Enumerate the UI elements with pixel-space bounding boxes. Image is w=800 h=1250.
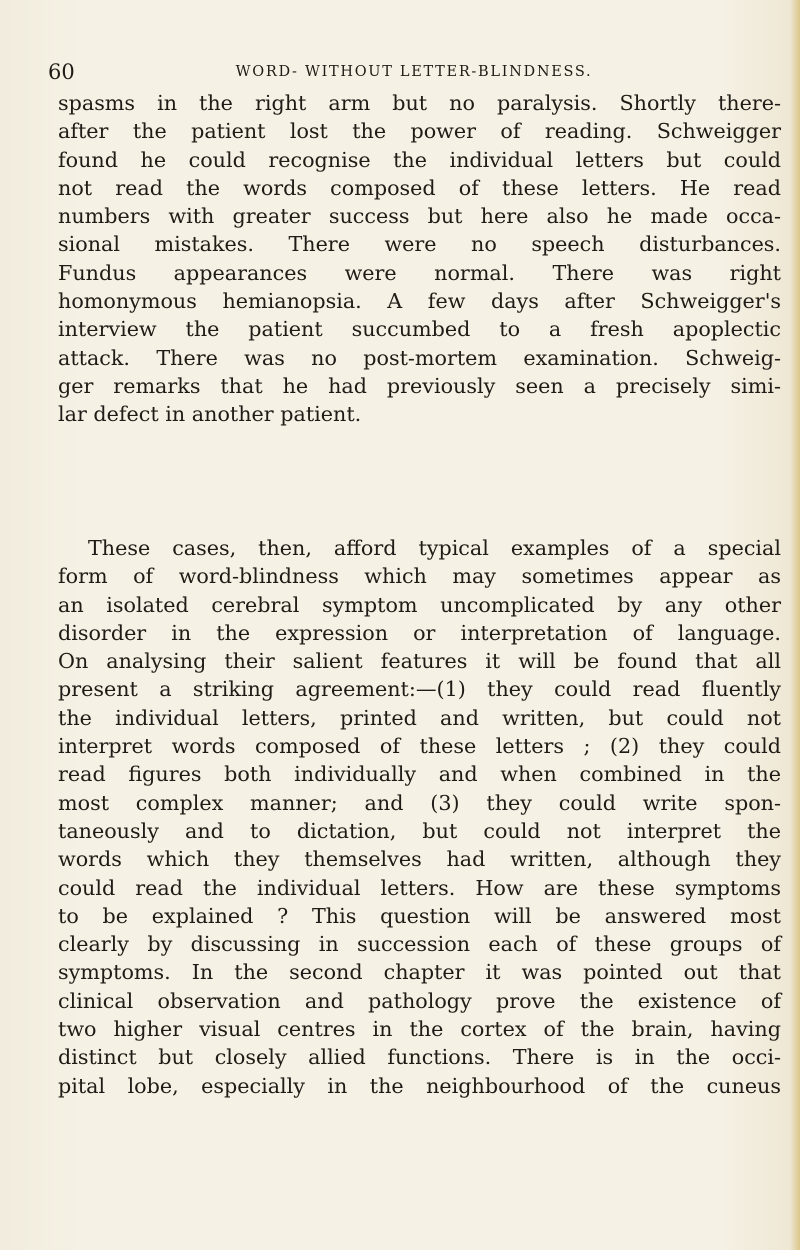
text-line: ger remarks that he had previously seen a precisely simi- bbox=[58, 373, 781, 398]
text-line: These cases, then, afford typical examples of a special bbox=[88, 536, 781, 560]
text-line: On analysing their salient features it will be found that all bbox=[58, 649, 781, 674]
text-line: words which they themselves had written, although they bbox=[58, 847, 781, 872]
text-line: form of word-blindness which may sometimes appear as bbox=[58, 564, 781, 589]
text-line: homonymous hemianopsia. A few days after Schweigger's bbox=[58, 289, 781, 314]
paragraph-2 bbox=[58, 534, 781, 1100]
text-line: attack. There was no post-mortem examination. Schweig- bbox=[58, 345, 781, 370]
text-line: numbers with greater success but here also he made occa- bbox=[58, 204, 781, 229]
text-line: distinct but closely allied functions. There is in the occi- bbox=[58, 1045, 781, 1070]
text-line: interpret words composed of these letters ; (2) they could bbox=[58, 734, 781, 759]
text-line: clinical observation and pathology prove the existence of bbox=[58, 988, 781, 1013]
text-line: the individual letters, printed and written, but could not bbox=[58, 705, 781, 730]
page-edge bbox=[790, 0, 800, 1250]
text-line: present a striking agreement:—(1) they could read fluently bbox=[58, 677, 781, 702]
text-line: pital lobe, especially in the neighbourhood of the cuneus bbox=[58, 1073, 781, 1098]
text-line: could read the individual letters. How are these symptoms bbox=[58, 875, 781, 900]
text-line: after the patient lost the power of reading. Schweigger bbox=[58, 119, 781, 144]
text-line: read figures both individually and when combined in the bbox=[58, 762, 781, 787]
text-line: not read the words composed of these letters. He read bbox=[58, 175, 781, 200]
text-line: Fundus appearances were normal. There was right bbox=[58, 260, 781, 285]
text-line: to be explained ? This question will be answered most bbox=[58, 903, 781, 928]
text-line: two higher visual centres in the cortex of the brain, having bbox=[58, 1017, 781, 1042]
text-line: an isolated cerebral symptom uncomplicated by any other bbox=[58, 592, 781, 617]
text-line: clearly by discussing in succession each of these groups of bbox=[58, 932, 781, 957]
paragraph-1 bbox=[58, 89, 781, 429]
text-line: found he could recognise the individual letters but could bbox=[58, 147, 781, 172]
text-line: taneously and to dictation, but could not interpret the bbox=[58, 818, 781, 843]
text-line: disorder in the expression or interpretation of language. bbox=[58, 620, 781, 645]
page-header bbox=[48, 60, 780, 84]
text-line: lar defect in another patient. bbox=[58, 402, 362, 427]
text-line: symptoms. In the second chapter it was pointed out that bbox=[58, 960, 781, 985]
running-head: WORD- WITHOUT LETTER-BLINDNESS. bbox=[235, 64, 593, 80]
text-line: spasms in the right arm but no paralysis. Shortly there- bbox=[58, 91, 781, 115]
text-line: interview the patient succumbed to a fresh apoplectic bbox=[58, 317, 781, 342]
text-line: most complex manner; and (3) they could write spon- bbox=[58, 790, 781, 815]
page-number: 60 bbox=[48, 60, 75, 84]
text-line: sional mistakes. There were no speech disturbances. bbox=[58, 232, 781, 257]
